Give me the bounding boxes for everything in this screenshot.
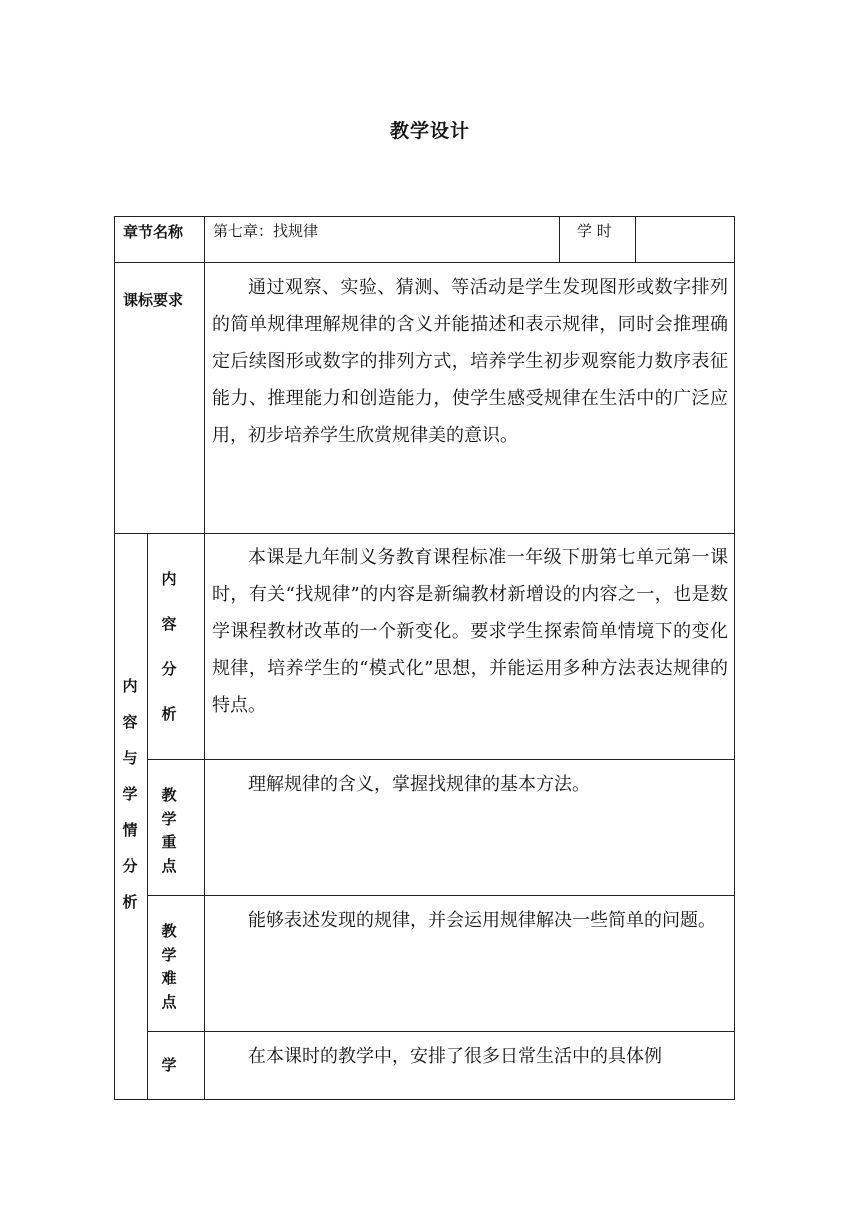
analysis-group-label: 内容与学情分析 [122, 677, 138, 911]
row-divider [114, 262, 735, 263]
row-divider [147, 1031, 735, 1032]
column-divider [635, 216, 636, 263]
table-border-bottom [114, 1099, 735, 1100]
difficulty-text: 能够表述发现的规律，并会运用规律解决一些简单的问题。 [248, 910, 716, 931]
student-analysis-text: 在本课时的教学中，安排了很多日常生活中的具体例 [248, 1046, 662, 1067]
curriculum-text: 通过观察、实验、猜测、等活动是学生发现图形或数字排列的简单规律理解规律的含义并能描述和表示规律，同时会推理确定后续图形或数字的排列方式，培养学生初步观察能力数序表征能力、推理能力和创造能力，使学生感受规律在生活中的广泛应用，初步培养学生欣赏规律美的意识。 [212, 277, 728, 446]
column-divider [559, 216, 560, 263]
row-divider [147, 895, 735, 896]
chapter-value: 第七章：找规律 [213, 222, 319, 240]
chapter-label: 章节名称 [123, 223, 184, 241]
row-divider [114, 533, 735, 534]
content-analysis-label: 内容分析 [161, 570, 177, 723]
curriculum-label: 课标要求 [123, 291, 184, 309]
page-title: 教学设计 [389, 120, 470, 142]
table-border-left [114, 216, 115, 1100]
key-point-text: 理解规律的含义，掌握找规律的基本方法。 [248, 774, 590, 795]
key-point-label: 教学重点 [161, 786, 177, 875]
table-border-top [114, 216, 735, 217]
table-border-right [734, 216, 735, 1100]
column-divider [204, 216, 205, 1100]
content-analysis-text: 本课是九年制义务教育课程标准一年级下册第七单元第一课时，有关“找规律”的内容是新编教材新增设的内容之一，也是数学课程教材改革的一个新变化。要求学生探索简单情境下的变化规律，培养学生的“模式化”思想，并能运用多种方法表达规律的特点。 [212, 547, 728, 716]
student-analysis-label: 学 [161, 1056, 177, 1074]
row-divider [147, 759, 735, 760]
hours-label: 学 时 [577, 222, 612, 240]
column-divider [147, 533, 148, 1100]
lesson-table [114, 216, 735, 1100]
difficulty-label: 教学难点 [161, 922, 177, 1011]
